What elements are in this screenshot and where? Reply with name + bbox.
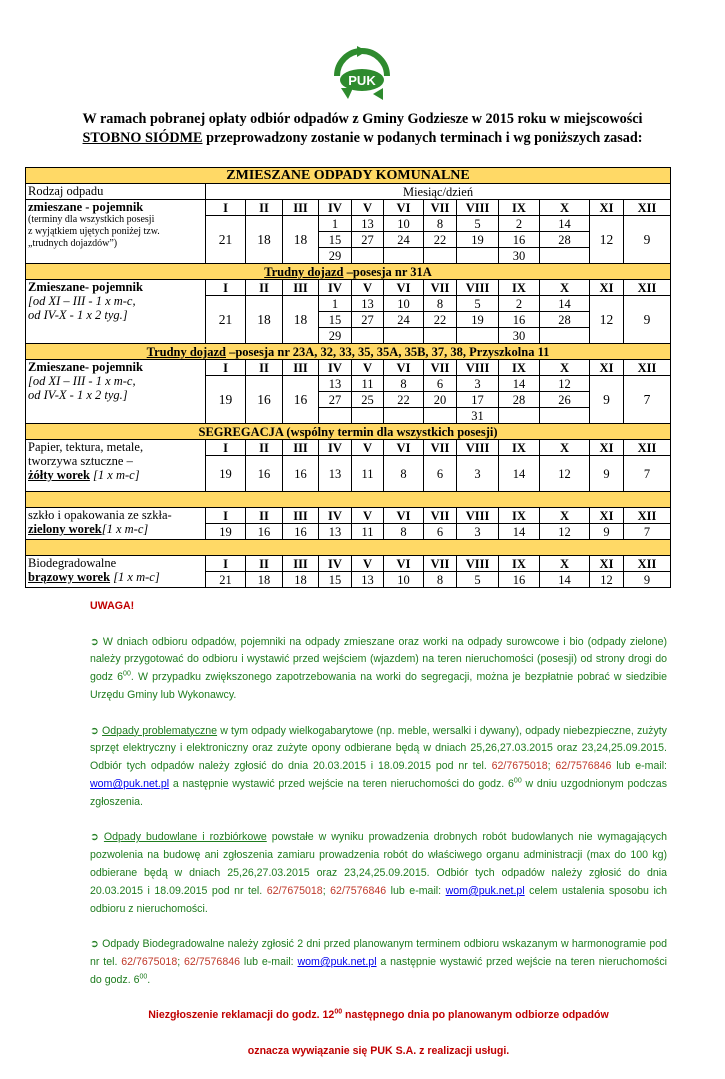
month-header: XI xyxy=(590,200,624,216)
date-cell: 5 xyxy=(457,572,499,588)
month-header: III xyxy=(283,280,319,296)
date-cell: 13 xyxy=(319,524,352,540)
date-cell xyxy=(540,408,590,424)
date-cell xyxy=(457,248,499,264)
final-sup: 00 xyxy=(334,1008,343,1016)
date-cell: 18 xyxy=(246,572,283,588)
month-header: VI xyxy=(384,200,424,216)
email-link[interactable]: wom@puk.net.pl xyxy=(90,777,170,790)
month-header: VII xyxy=(424,280,457,296)
month-header: VI xyxy=(384,508,424,524)
s3-freq1: [od XI – III - 1 x m-c, xyxy=(28,374,136,388)
date-cell: 19 xyxy=(457,232,499,248)
note-paragraph-3 xyxy=(90,829,667,918)
month-header: VIII xyxy=(457,508,499,524)
month-header: VI xyxy=(384,556,424,572)
date-cell: 10 xyxy=(384,216,424,232)
s2-freq2: od IV-X - 1 x 2 tyg.] xyxy=(28,308,128,322)
date-cell: 16 xyxy=(246,456,283,492)
s2-header-rest: –posesja nr 31A xyxy=(343,264,432,279)
paper-line1: Papier, tektura, metale, xyxy=(28,440,144,454)
month-header: VIII xyxy=(457,440,499,456)
note3-underlined: Odpady budowlane i rozbiórkowe xyxy=(103,831,267,844)
date-cell: 10 xyxy=(384,296,424,312)
separator: ; xyxy=(177,955,185,968)
month-header: V xyxy=(352,508,384,524)
date-cell xyxy=(384,248,424,264)
date-cell: 14 xyxy=(540,216,590,232)
s1-note1: (terminy dla wszystkich posesji xyxy=(28,214,155,225)
date-cell xyxy=(457,328,499,344)
date-cell: 21 xyxy=(206,572,246,588)
month-header: XII xyxy=(624,360,671,376)
final-warning-2: oznacza wywiązanie się PUK S.A. z realizacji usługi. xyxy=(247,1044,510,1057)
date-cell: 17 xyxy=(457,392,499,408)
date-cell: 9 xyxy=(590,524,624,540)
heading-line-2 xyxy=(40,129,685,148)
date-cell: 25 xyxy=(352,392,384,408)
date-cell: 19 xyxy=(206,456,246,492)
phone-1: 62/7675018 xyxy=(266,884,323,897)
yellow-bag: żółty worek xyxy=(28,468,90,482)
col-waste-type: Rodzaj odpadu xyxy=(26,184,206,200)
date-cell xyxy=(352,248,384,264)
month-header: II xyxy=(246,556,283,572)
note4-text-c: . xyxy=(147,973,151,986)
date-cell: 12 xyxy=(540,524,590,540)
date-cell: 9 xyxy=(590,376,624,424)
date-cell: 28 xyxy=(499,392,540,408)
month-header: VII xyxy=(424,360,457,376)
heading-line-2-text: przeprowadzony zostanie w podanych terminach i wg poniższych zasad: xyxy=(202,130,643,146)
email-prefix: lub e-mail: xyxy=(611,760,667,773)
date-cell: 26 xyxy=(540,392,590,408)
date-cell: 16 xyxy=(246,524,283,540)
email-link[interactable]: wom@puk.net.pl xyxy=(297,955,377,968)
date-cell: 30 xyxy=(499,328,540,344)
month-header: IV xyxy=(319,200,352,216)
heading-line-1: W ramach pobranej opłaty odbiór odpadów z Gminy Godziesze w 2015 roku w miejscowości xyxy=(82,111,643,127)
note2-underlined: Odpady problematyczne xyxy=(102,724,218,737)
date-cell: 30 xyxy=(499,248,540,264)
month-header: V xyxy=(352,440,384,456)
month-header: VIII xyxy=(457,360,499,376)
s1-note2: z wyjątkiem ujętych poniżej tzw. xyxy=(28,226,160,237)
month-header: VIII xyxy=(457,556,499,572)
date-cell xyxy=(424,408,457,424)
phone-2: 62/7576846 xyxy=(555,760,612,773)
date-cell: 3 xyxy=(457,456,499,492)
month-header: X xyxy=(540,556,590,572)
glass-label xyxy=(26,508,206,540)
green-bag: zielony worek xyxy=(28,522,102,536)
date-cell: 18 xyxy=(283,216,319,264)
place-name: STOBNO SIÓDME xyxy=(82,130,203,146)
date-cell: 27 xyxy=(352,232,384,248)
date-cell: 16 xyxy=(499,572,540,588)
note1-text-b: . W przypadku zwiększonego zapotrzebowania na worki do segregacji, można je bezpłatnie pobrać w siedzibie Urzędu Gminy lub Wykonawcy. xyxy=(90,671,667,701)
date-cell: 2 xyxy=(499,296,540,312)
month-header: XII xyxy=(624,280,671,296)
month-header: IX xyxy=(499,556,540,572)
note4-text: Odpady Biodegradowalne należy zgłosić 2 dni przed planowanym terminem odbioru wskazanym w harmonogramie pod nr tel. xyxy=(90,938,667,968)
month-header: XII xyxy=(624,200,671,216)
date-cell: 11 xyxy=(352,376,384,392)
date-cell xyxy=(540,248,590,264)
date-cell: 3 xyxy=(457,376,499,392)
month-header: XI xyxy=(590,440,624,456)
date-cell: 24 xyxy=(384,312,424,328)
month-header: III xyxy=(283,556,319,572)
date-cell: 29 xyxy=(319,248,352,264)
date-cell: 12 xyxy=(590,216,624,264)
bio-line1: Biodegradowalne xyxy=(28,556,117,570)
phone-1: 62/7675018 xyxy=(121,955,178,968)
note1-text: W dniach odbioru odpadów, pojemniki na odpady zmieszane oraz worki na odpady surowcowe i bio (odpady zielone) należy przygotować do odbioru i wystawić przed wejściem (wjazdem) na teren nieruchomości (posesji) od strony drogi do godz 6 xyxy=(90,635,667,684)
s1-note3: „trudnych dojazdów”) xyxy=(28,238,118,249)
s2-title: Zmieszane- pojemnik xyxy=(28,280,143,294)
date-cell: 20 xyxy=(424,392,457,408)
date-cell: 15 xyxy=(319,312,352,328)
month-header: XII xyxy=(624,440,671,456)
date-cell xyxy=(499,408,540,424)
month-header: IV xyxy=(319,508,352,524)
arrow-icon: ➲ xyxy=(90,724,99,737)
date-cell: 7 xyxy=(624,524,671,540)
date-cell: 13 xyxy=(352,296,384,312)
date-cell: 19 xyxy=(206,524,246,540)
month-header: I xyxy=(206,508,246,524)
final-warning-1 xyxy=(90,1007,667,1025)
month-header: I xyxy=(206,440,246,456)
month-header: III xyxy=(283,508,319,524)
separator: ; xyxy=(322,884,331,897)
date-cell: 9 xyxy=(624,572,671,588)
date-cell: 7 xyxy=(624,456,671,492)
final1-text: Niezgłoszenie reklamacji do godz. 12 xyxy=(148,1009,335,1022)
note2-text: w tym odpady wielkogabarytowe (np. meble, wersalki i dywany), odpady niebezpieczne, zużyty sprzęt elektryczny i elektroniczny oraz zużyte opony odbierane będą w dniach 25,26,27.03.2015 oraz 23,24,25.09.2015. Odbiór tych odpadów należy zgłosić do dnia 20.03.2015 i 18.09.2015 pod nr tel. xyxy=(90,724,667,773)
date-cell xyxy=(540,328,590,344)
date-cell: 13 xyxy=(352,572,384,588)
date-cell: 14 xyxy=(499,376,540,392)
date-cell: 16 xyxy=(499,312,540,328)
month-header: XI xyxy=(590,508,624,524)
arrow-icon: ➲ xyxy=(90,938,99,951)
month-header: IX xyxy=(499,440,540,456)
month-header: XI xyxy=(590,280,624,296)
month-header: III xyxy=(283,360,319,376)
col-month-day: Miesiąc/dzień xyxy=(206,184,671,200)
phone-2: 62/7576846 xyxy=(330,884,387,897)
month-header: VIII xyxy=(457,200,499,216)
month-header: XI xyxy=(590,360,624,376)
month-header: X xyxy=(540,200,590,216)
bio-label xyxy=(26,556,206,588)
note2-sup: 00 xyxy=(513,777,522,785)
date-cell: 16 xyxy=(499,232,540,248)
arrow-icon: ➲ xyxy=(90,831,99,844)
month-header: X xyxy=(540,508,590,524)
final1-text-b: następnego dnia po planowanym odbiorze odpadów xyxy=(342,1009,609,1022)
month-header: III xyxy=(283,200,319,216)
month-header: V xyxy=(352,556,384,572)
mixed-waste-label xyxy=(26,200,206,264)
month-header: II xyxy=(246,200,283,216)
date-cell: 14 xyxy=(540,296,590,312)
date-cell xyxy=(384,328,424,344)
date-cell: 22 xyxy=(424,312,457,328)
date-cell: 14 xyxy=(540,572,590,588)
month-header: II xyxy=(246,508,283,524)
s3-title: Zmieszane- pojemnik xyxy=(28,360,143,374)
month-header: V xyxy=(352,280,384,296)
table-title: ZMIESZANE ODPADY KOMUNALNE xyxy=(26,168,671,184)
month-header: I xyxy=(206,360,246,376)
date-cell: 8 xyxy=(384,456,424,492)
date-cell: 21 xyxy=(206,296,246,344)
date-cell: 19 xyxy=(206,376,246,424)
s3-label xyxy=(26,360,206,424)
separator: ; xyxy=(547,760,556,773)
date-cell: 27 xyxy=(319,392,352,408)
paper-freq: [1 x m-c] xyxy=(89,468,140,482)
month-header: VII xyxy=(424,200,457,216)
date-cell: 11 xyxy=(352,524,384,540)
phone-1: 62/7675018 xyxy=(491,760,548,773)
date-cell: 12 xyxy=(540,376,590,392)
note4-text-b: a następnie wystawić przed wejście na teren nieruchomości do godz. 6 xyxy=(90,955,667,986)
date-cell: 8 xyxy=(384,376,424,392)
date-cell: 16 xyxy=(283,524,319,540)
s1-title: zmieszane - pojemnik xyxy=(28,200,144,214)
date-cell: 6 xyxy=(424,524,457,540)
date-cell: 18 xyxy=(246,216,283,264)
month-header: IX xyxy=(499,508,540,524)
difficult-access-header-1 xyxy=(26,264,671,280)
difficult-access-header-2 xyxy=(26,344,671,360)
glass-freq: [1 x m-c] xyxy=(101,522,149,536)
brown-bag: brązowy worek xyxy=(28,570,111,584)
date-cell: 31 xyxy=(457,408,499,424)
date-cell: 6 xyxy=(424,376,457,392)
date-cell xyxy=(319,408,352,424)
yellow-spacer xyxy=(26,492,671,508)
month-header: I xyxy=(206,556,246,572)
date-cell: 16 xyxy=(283,456,319,492)
date-cell: 5 xyxy=(457,216,499,232)
month-header: II xyxy=(246,360,283,376)
date-cell: 16 xyxy=(246,376,283,424)
note-paragraph-4 xyxy=(90,936,667,989)
date-cell: 24 xyxy=(384,232,424,248)
date-cell: 16 xyxy=(283,376,319,424)
date-cell: 5 xyxy=(457,296,499,312)
email-link[interactable]: wom@puk.net.pl xyxy=(445,884,525,897)
page-heading xyxy=(40,110,685,148)
month-header: II xyxy=(246,280,283,296)
month-header: IX xyxy=(499,360,540,376)
email-prefix: lub e-mail: xyxy=(386,884,446,897)
date-cell: 8 xyxy=(424,216,457,232)
date-cell: 28 xyxy=(540,312,590,328)
month-header: XII xyxy=(624,508,671,524)
date-cell: 22 xyxy=(384,392,424,408)
month-header: VII xyxy=(424,556,457,572)
date-cell: 15 xyxy=(319,232,352,248)
segregation-header: SEGREGACJA (wspólny termin dla wszystkich posesji) xyxy=(26,424,671,440)
date-cell: 7 xyxy=(624,376,671,424)
date-cell: 14 xyxy=(499,456,540,492)
month-header: VI xyxy=(384,280,424,296)
date-cell xyxy=(352,408,384,424)
date-cell: 3 xyxy=(457,524,499,540)
month-header: VII xyxy=(424,508,457,524)
date-cell: 9 xyxy=(624,216,671,264)
date-cell: 8 xyxy=(424,296,457,312)
date-cell: 29 xyxy=(319,328,352,344)
schedule-table xyxy=(25,167,671,588)
notes-section xyxy=(90,598,667,1079)
month-header: X xyxy=(540,440,590,456)
month-header: X xyxy=(540,360,590,376)
month-header: XI xyxy=(590,556,624,572)
date-cell: 27 xyxy=(352,312,384,328)
date-cell: 1 xyxy=(319,216,352,232)
s2-freq1: [od XI – III - 1 x m-c, xyxy=(28,294,136,308)
email-prefix: lub e-mail: xyxy=(240,955,298,968)
month-header: IX xyxy=(499,280,540,296)
s3-header-bold: Trudny dojazd xyxy=(146,344,226,359)
month-header: IV xyxy=(319,280,352,296)
month-header: XII xyxy=(624,556,671,572)
date-cell: 18 xyxy=(283,572,319,588)
date-cell xyxy=(424,248,457,264)
paper-label xyxy=(26,440,206,492)
bio-freq: [1 x m-c] xyxy=(110,570,160,584)
date-cell: 2 xyxy=(499,216,540,232)
date-cell: 11 xyxy=(352,456,384,492)
note2-text-c: w dniu uzgodnionym podczas zgłoszenia. xyxy=(90,777,667,808)
date-cell: 12 xyxy=(540,456,590,492)
date-cell: 13 xyxy=(319,456,352,492)
date-cell: 13 xyxy=(319,376,352,392)
month-header: V xyxy=(352,360,384,376)
month-header: I xyxy=(206,280,246,296)
phone-2: 62/7576846 xyxy=(184,955,241,968)
month-header: IV xyxy=(319,440,352,456)
date-cell: 28 xyxy=(540,232,590,248)
date-cell xyxy=(424,328,457,344)
note1-sup: 00 xyxy=(123,670,131,678)
notes-title: UWAGA! xyxy=(90,600,135,612)
puk-logo xyxy=(327,44,397,104)
s2-header-bold: Trudny dojazd xyxy=(264,264,344,279)
date-cell: 8 xyxy=(424,572,457,588)
date-cell: 14 xyxy=(499,524,540,540)
logo-text: PUK xyxy=(348,73,376,88)
date-cell: 8 xyxy=(384,524,424,540)
date-cell: 9 xyxy=(590,456,624,492)
date-cell: 21 xyxy=(206,216,246,264)
date-cell: 13 xyxy=(352,216,384,232)
month-header: VI xyxy=(384,440,424,456)
month-header: II xyxy=(246,440,283,456)
month-header: IV xyxy=(319,360,352,376)
arrow-icon: ➲ xyxy=(90,635,99,648)
month-header: IX xyxy=(499,200,540,216)
date-cell: 12 xyxy=(590,296,624,344)
glass-line1: szkło i opakowania ze szkła- xyxy=(28,508,172,522)
date-cell: 19 xyxy=(457,312,499,328)
month-header: VII xyxy=(424,440,457,456)
month-header: I xyxy=(206,200,246,216)
s3-freq2: od IV-X - 1 x 2 tyg.] xyxy=(28,388,128,402)
note-paragraph-1 xyxy=(90,634,667,705)
paper-line2: tworzywa sztuczne – xyxy=(28,454,133,468)
yellow-spacer xyxy=(26,540,671,556)
date-cell: 9 xyxy=(624,296,671,344)
date-cell: 6 xyxy=(424,456,457,492)
date-cell: 10 xyxy=(384,572,424,588)
s3-header-rest: –posesja nr 23A, 32, 33, 35, 35A, 35B, 37, 38, Przyszkolna 11 xyxy=(225,344,550,359)
month-header: VIII xyxy=(457,280,499,296)
s2-label xyxy=(26,280,206,344)
date-cell: 15 xyxy=(319,572,352,588)
month-header: III xyxy=(283,440,319,456)
month-header: VI xyxy=(384,360,424,376)
month-header: IV xyxy=(319,556,352,572)
note2-text-b: a następnie wystawić przed wejście na teren nieruchomości do godz. 6 xyxy=(169,777,514,790)
date-cell: 12 xyxy=(590,572,624,588)
note-paragraph-2 xyxy=(90,723,667,812)
note3-text-b: celem ustalenia sposobu ich odbioru z nieruchomości. xyxy=(90,884,667,915)
date-cell: 22 xyxy=(424,232,457,248)
note4-sup: 00 xyxy=(139,973,148,981)
date-cell: 1 xyxy=(319,296,352,312)
date-cell: 18 xyxy=(283,296,319,344)
note3-text: powstałe w wyniku prowadzenia drobnych robót budowlanych nie wymagających pozwolenia na budowę ani zgłoszenia zamiaru prowadzenia robót do właściwego organu administracji (max do 100 kg) odbierane będą w dniach 25,26,27.03.2015 oraz 23,24,25.09.2015. Odbiór tych odpadów należy zgłosić do dnia 20.03.2015 i 18.09.2015 pod nr tel. xyxy=(90,831,667,897)
date-cell xyxy=(352,328,384,344)
month-header: X xyxy=(540,280,590,296)
month-header: V xyxy=(352,200,384,216)
date-cell: 18 xyxy=(246,296,283,344)
date-cell xyxy=(384,408,424,424)
